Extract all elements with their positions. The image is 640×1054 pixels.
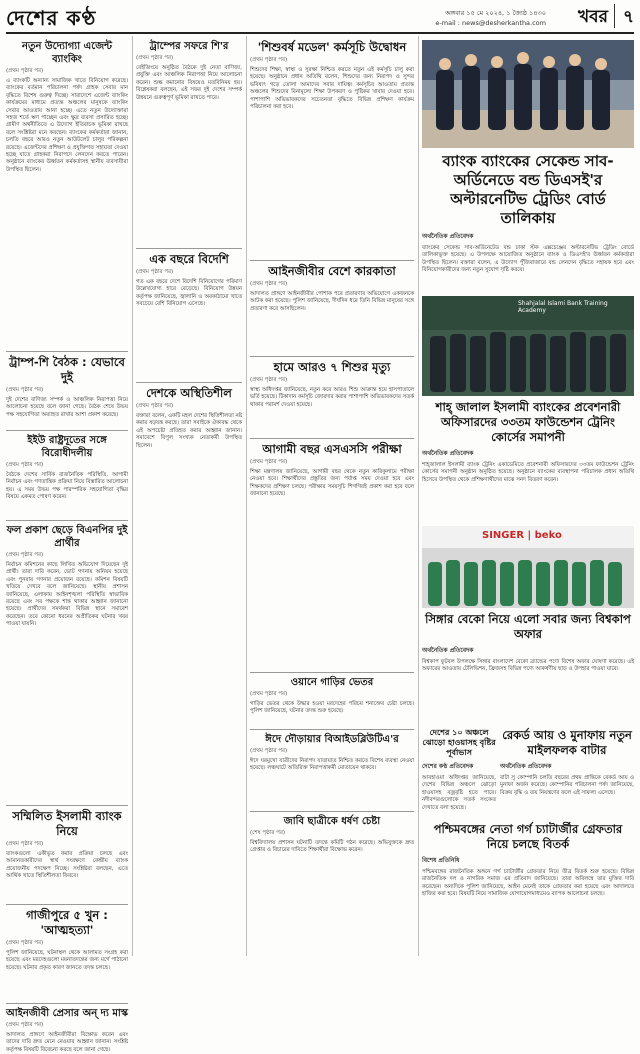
column-2 bbox=[136, 40, 242, 958]
article-byline: (প্রথম পৃষ্ঠার পর) bbox=[250, 377, 288, 383]
article-body: শাহ্‌জালাল ইসলামী ব্যাংক ট্রেনিং একাডেমিতে প্রবেশনারী অফিসারদের ৩৩তম ফাউন্ডেশন ট্রেনিং কোর্সের সমাপনী অনুষ্ঠান অনুষ্ঠিত হয়েছে। অনুষ্ঠানে ব্যাংকের ব্যবস্থাপনা পরিচালক প্রধান অতিথি হিসেবে উপস্থিত থেকে প্রশিক্ষণার্থীদের মাঝে সনদ বিতরণ করেন। bbox=[422, 462, 634, 483]
article-byline: (শেষ পৃষ্ঠার পর) bbox=[250, 830, 286, 836]
column-divider bbox=[246, 36, 247, 956]
article-headline[interactable]: জাবি ছাত্রীকে ধর্ষণ চেষ্টা bbox=[283, 816, 381, 827]
page-number: ৭ bbox=[614, 4, 634, 28]
article-body: স্বাস্থ্য অধিদপ্তর জানিয়েছে, নতুন করে আরও শিশু আক্রান্ত হয়ে হাসপাতালে ভর্তি হয়েছে। টিকাদান কর্মসূচি জোরদার করার পাশাপাশি অভিভাবকদের সতর্ক থাকার পরামর্শ দেওয়া হয়েছে। bbox=[250, 387, 414, 408]
article-byline: (প্রথম পৃষ্ঠার পর) bbox=[136, 55, 174, 61]
article-headline[interactable]: নতুন উদ্যোগ্যা এজেন্ট ব্যাংকিং bbox=[21, 41, 113, 65]
article-byline: (প্রথম পৃষ্ঠার পর) bbox=[6, 552, 44, 558]
divider bbox=[6, 520, 128, 521]
article-body: পুলিশ জানিয়েছে, ঘটনাস্থল থেকে আলামত সংগ্রহ করা হয়েছে এবং মরদেহগুলো ময়নাতদন্তের জন্য মর্গে পাঠানো হয়েছে। ঘটনার প্রকৃত কারণ জানতে তদন্ত চলছে। bbox=[6, 950, 128, 971]
date-and-email bbox=[435, 8, 546, 28]
article-byline: (প্রথম পৃষ্ঠার পর) bbox=[250, 281, 288, 287]
right-article-6 bbox=[422, 822, 634, 958]
article-headline[interactable]: ফল প্রকাশ ছেড়ে বিএনপির দুই প্রার্থীর bbox=[6, 525, 128, 549]
masthead bbox=[6, 4, 634, 34]
divider bbox=[6, 430, 128, 431]
article-body: ব্যাংকের সেকেন্ড সাব-অর্ডিনেটেড বন্ড ঢাকা স্টক এক্সচেঞ্জের অল্টারনেটিভ ট্রেডিং বোর্ডে তালিকাভুক্ত হয়েছে। এ উপলক্ষে আয়োজিত অনুষ্ঠানে ব্যাংক ও ডিএসই'র ঊর্ধ্বতন কর্মকর্তারা উপস্থিত ছিলেন। বক্তারা বলেন, এ উদ্যোগ পুঁজিবাজারে বন্ড লেনদেন বৃদ্ধিতে সহায়ক হবে এবং বিনিয়োগকারীদের জন্য নতুন সুযোগ সৃষ্টি করবে। bbox=[422, 245, 634, 274]
article-headline[interactable]: ওয়ানে গাড়ির ভেতর bbox=[290, 677, 374, 688]
section-name: খবর bbox=[578, 7, 608, 27]
article-headline[interactable]: সম্মিলিত ইসলামী ব্যাংক নিয়ে bbox=[12, 809, 122, 838]
divider bbox=[250, 811, 414, 812]
column-divider bbox=[418, 36, 419, 956]
divider bbox=[250, 438, 414, 439]
column-3 bbox=[250, 40, 414, 958]
email-line[interactable]: e-mail : news@desherkantha.com bbox=[435, 19, 546, 27]
article-credit: দেশের কণ্ঠ প্রতিবেদক bbox=[422, 763, 474, 770]
article-byline: (প্রথম পৃষ্ঠার পর) bbox=[6, 68, 44, 74]
article-byline: (প্রথম পৃষ্ঠার পর) bbox=[6, 387, 44, 393]
article-byline: (প্রথম পৃষ্ঠার পর) bbox=[136, 403, 174, 409]
article-body: বেইজিংয়ে অনুষ্ঠিত বৈঠকে দুই নেতা বাণিজ্য, প্রযুক্তি এবং আঞ্চলিক নিরাপত্তা নিয়ে আলোচনা করেন। শুল্ক কমানোর বিষয়েও মতবিনিময় হয়। বিশ্লেষকরা বলছেন, এই সফর দুই দেশের সম্পর্ক উন্নয়নে গুরুত্বপূর্ণ ভূমিকা রাখতে পারে। bbox=[136, 65, 242, 101]
article-headline[interactable]: রেকর্ড আয় ও মুনাফায় নতুন মাইলফলক বাটার bbox=[502, 728, 632, 757]
article-body: আদালত প্রাঙ্গণে আইনজীবীর পোশাক পরে প্রতারণার অভিযোগে একজনকে আটক করা হয়েছে। পুলিশ জানিয়েছে, দীর্ঘদিন ধরে তিনি বিভিন্ন মানুষের সঙ্গে প্রতারণা করে আসছিলেন। bbox=[250, 291, 414, 312]
bank-logo: Shahjalal Islami Bank Training Academy bbox=[518, 300, 608, 314]
singer-beko-photo bbox=[422, 526, 634, 608]
right-article-3 bbox=[422, 612, 634, 724]
article-body: আবহাওয়া অধিদপ্তর জানিয়েছে, দেশের বিভিন্ন অঞ্চলে ঝোড়ো হাওয়াসহ বজ্রবৃষ্টি হতে পারে। নদীবন্দরগুলোকে সতর্ক সংকেত দেখাতে বলা হয়েছে। bbox=[422, 775, 496, 811]
article-headline[interactable]: ঈদে দৌড়ায়ার বিআইডব্লিউটিএ'র bbox=[265, 734, 399, 745]
divider bbox=[6, 351, 128, 352]
article-body: ব্যাংকগুলো একীভূত করার প্রক্রিয়া চলছে এবং আমানতকারীদের স্বার্থ সংরক্ষণে কেন্দ্রীয় ব্যাংক প্রয়োজনীয় পদক্ষেপ নিচ্ছে। সংশ্লিষ্টরা বলছেন, এতে আর্থিক খাতে স্থিতিশীলতা ফিরবে। bbox=[6, 851, 128, 880]
article-headline[interactable]: আইনজীবীর বেশে কারকাতা bbox=[268, 264, 396, 278]
divider bbox=[136, 248, 242, 249]
right-article-2 bbox=[422, 400, 634, 522]
article-credit: অর্থনৈতিক প্রতিবেদক bbox=[422, 647, 474, 654]
article-byline: (প্রথম পৃষ্ঠার পর) bbox=[250, 57, 288, 63]
article-body: গাড়ির ভেতর থেকে উদ্ধার হওয়া মরদেহের পরিচয় শনাক্তের চেষ্টা চলছে। পুলিশ জানিয়েছে, ঘটনার তদন্ত শুরু হয়েছে। bbox=[250, 701, 414, 715]
article-credit: অর্থনৈতিক প্রতিবেদক bbox=[422, 233, 474, 240]
divider bbox=[6, 1003, 128, 1004]
article-headline[interactable]: ইইউ রাষ্ট্রদূতের সঙ্গে বিরোধীদলীয় bbox=[27, 435, 107, 459]
singer-beko-sign: SINGER | beko bbox=[482, 530, 562, 541]
column-1 bbox=[6, 40, 128, 1053]
article-headline[interactable]: ট্রাম্পের সফরে শি'র bbox=[149, 41, 229, 52]
article-headline[interactable]: 'শিশুবর্ষ মডেল' কর্মসূচি উদ্বোধন bbox=[257, 40, 407, 54]
article-body: পশ্চিমবঙ্গের রাজনৈতিক অঙ্গনে গর্গ চ্যাটার্জীর গ্রেফতার নিয়ে তীব্র বিতর্ক শুরু হয়েছে। বিভিন্ন রাজনৈতিক দল ও নাগরিক সমাজ এর প্রতিবাদ জানিয়েছে। তারা অবিলম্বে তার মুক্তির দাবি করেছেন। অন্যদিকে পুলিশ জানিয়েছে, আইন মেনেই তাকে গ্রেফতার করা হয়েছে এবং আদালতে হাজির করা হবে। বিষয়টি নিয়ে সামাজিক যোগাযোগমাধ্যমেও ব্যাপক আলোচনা চলছে। bbox=[422, 869, 634, 898]
article-headline[interactable]: ব্যাংক ব্যাংকের সেকেন্ড সাব-অর্ডিনেডে বন্ড ডিএসই'র অল্টারনেটিভ ট্রেডিং বোর্ড তালিকায় bbox=[442, 152, 614, 227]
article-body: দুই দেশের বাণিজ্য সম্পর্ক ও আঞ্চলিক নিরাপত্তা নিয়ে আলোচনা হয়েছে বলে জানা গেছে। বৈঠক শেষে উভয় পক্ষ সহযোগিতা অব্যাহত রাখার আশা প্রকাশ করেছে। bbox=[6, 397, 128, 418]
article-byline: (প্রথম পৃষ্ঠার পর) bbox=[136, 269, 174, 275]
divider bbox=[250, 672, 414, 673]
article-byline: (প্রথম পৃষ্ঠার পর) bbox=[6, 940, 44, 946]
article-byline: (প্রথম পৃষ্ঠার পর) bbox=[250, 691, 288, 697]
training-academy-photo bbox=[422, 296, 634, 396]
date-line: অঙ্গবার ১৫ মে ২০২৪, ১ জ্যৈষ্ঠ ১৪৩০ bbox=[445, 9, 546, 17]
divider bbox=[136, 382, 242, 383]
divider bbox=[250, 260, 414, 261]
article-headline[interactable]: আগামী বছর এসএসসি পরীক্ষা bbox=[262, 442, 402, 456]
article-byline: (প্রথম পৃষ্ঠার পর) bbox=[6, 1022, 44, 1028]
article-credit: অর্থনৈতিক প্রতিবেদক bbox=[500, 763, 552, 770]
article-body: বৈঠকে দেশের সার্বিক রাজনৈতিক পরিস্থিতি, আগামী নির্বাচন এবং গণতান্ত্রিক প্রক্রিয়া নিয়ে বিস্তারিত আলোচনা হয়। এ সময় উভয় পক্ষ পারস্পরিক সহযোগিতা বৃদ্ধির বিষয়ে একমত পোষণ করেন। bbox=[6, 472, 128, 501]
article-headline[interactable]: হামে আরও ৭ শিশুর মৃত্যু bbox=[273, 360, 391, 374]
article-body: বিশ্ববিদ্যালয় প্রশাসন ঘটনাটি তদন্তে কমিটি গঠন করেছে। অভিযুক্তকে দ্রুত গ্রেপ্তার ও বিচারের দাবিতে শিক্ষার্থীরা বিক্ষোভ করেন। bbox=[250, 840, 414, 854]
article-byline: (প্রথম পৃষ্ঠার পর) bbox=[250, 459, 288, 465]
article-credit: বিশেষ প্রতিনিধি bbox=[422, 857, 460, 864]
article-credit: অর্থনৈতিক প্রতিবেদক bbox=[422, 450, 474, 457]
newspaper-logo[interactable]: দেশের কণ্ঠ bbox=[6, 6, 97, 30]
article-body: এ ব্যাংকটি অন্যান্য সামাজিক খাতে বিনিয়োগ করেছে। ব্যাংকের বর্তমান পরিচালনা পর্ষদ গ্রাহক সেবার মান বৃদ্ধিতে বিশেষ গুরুত্ব দিচ্ছে। সারাদেশে এজেন্ট ব্যাংকিং কার্যক্রমের মাধ্যমে প্রত্যন্ত অঞ্চলের মানুষকে ব্যাংকিং সেবার আওতায় আনা হচ্ছে। এতে নতুন উদ্যোক্তারা সহজ শর্তে ঋণ পাচ্ছেন এবং ক্ষুদ্র ব্যবসা প্রসারিত হচ্ছে। গ্রামীণ অর্থনীতিতে এ উদ্যোগ ইতিবাচক ভূমিকা রাখছে বলে সংশ্লিষ্টরা মনে করছেন। ব্যাংকের কর্মকর্তারা জানান, চলতি বছরে আরও নতুন আউটলেট চালুর পরিকল্পনা রয়েছে। এজেন্টদের প্রশিক্ষণ ও প্রযুক্তিগত সহায়তা দেওয়া হচ্ছে যাতে গ্রাহকরা নিরাপদে লেনদেন করতে পারেন। অনুষ্ঠানে ব্যাংকের ঊর্ধ্বতন কর্মকর্তাসহ স্থানীয় ব্যবসায়ীরা উপস্থিত ছিলেন। bbox=[6, 78, 128, 173]
article-body: বাটা সু কোম্পানি চলতি বছরের প্রথম প্রান্তিকে রেকর্ড আয় ও মুনাফা অর্জন করেছে। কোম্পানির পরিচালনা পর্ষদ জানিয়েছে, বিক্রয় বৃদ্ধি ও ব্যয় নিয়ন্ত্রণের ফলে এই সাফল্য এসেছে। bbox=[500, 775, 634, 796]
article-headline[interactable]: ট্রাম্প-শি বৈঠক : যেভাবে দুই bbox=[9, 355, 125, 384]
right-article-4 bbox=[422, 728, 496, 818]
article-headline[interactable]: গাজীপুরে ৫ খুন : 'আত্মহত্যা' bbox=[26, 908, 108, 937]
right-article-5 bbox=[500, 728, 634, 818]
right-article-1 bbox=[422, 152, 634, 292]
article-body: আদালত প্রাঙ্গণে আইনজীবীরা বিক্ষোভ করেন এবং তাদের দাবি দ্রুত মেনে নেওয়ার আহ্বান জানান। সংশ্লিষ্ট কর্তৃপক্ষ বিষয়টি বিবেচনা করছে বলে জানা গেছে। bbox=[6, 1032, 128, 1053]
divider bbox=[6, 904, 128, 905]
article-body: নির্বাচন কমিশনের কাছে লিখিত অভিযোগ দিয়েছেন দুই প্রার্থী। তারা দাবি করেন, ভোট গণনায় অনিয়ম হয়েছে এবং পুনরায় গণনার প্রয়োজন রয়েছে। কমিশন বিষয়টি খতিয়ে দেখবে বলে জানিয়েছে। স্থানীয় প্রশাসন জানিয়েছে, এলাকায় আইনশৃঙ্খলা পরিস্থিতি স্বাভাবিক রয়েছে এবং সব পক্ষকে শান্ত থাকার আহ্বান জানানো হয়েছে। প্রার্থীদের সমর্থকরা বিভিন্ন স্থানে সমাবেশ করেছেন। তবে কোনো ধরনের অপ্রীতিকর ঘটনার খবর পাওয়া যায়নি। bbox=[6, 562, 128, 628]
article-headline[interactable]: শাহ্‌ জালাল ইসলামী ব্যাংকের প্রবেশনারী অফিসারদের ৩৩তম ফাউন্ডেশন ট্রেনিং কোর্সের সমাপনী bbox=[435, 400, 621, 444]
article-headline[interactable]: দেশকে অস্থিতিশীল bbox=[146, 386, 232, 400]
article-body: বিশ্বকাপ ফুটবল উপলক্ষে সিঙ্গার বাংলাদেশ বেকো ব্র্যান্ডের পণ্যে বিশেষ অফার ঘোষণা করেছে। এই অফারের আওতায় টেলিভিশন, ফ্রিজসহ বিভিন্ন পণ্যে আকর্ষণীয় ছাড় ও উপহার পাওয়া যাবে। bbox=[422, 659, 634, 673]
article-headline[interactable]: পশ্চিমবঙ্গের নেতা গর্গ চ্যাটার্জীর গ্রেফতার নিয়ে চলছে বিতর্ক bbox=[433, 822, 623, 851]
article-byline: (প্রথম পৃষ্ঠার পর) bbox=[6, 462, 44, 468]
article-headline[interactable]: এক বছরে বিদেশি bbox=[149, 252, 229, 266]
article-body: শিশুদের শিক্ষা, স্বাস্থ্য ও সুরক্ষা নিশ্চিত করতে নতুন এই কর্মসূচি চালু করা হয়েছে। অনুষ্ঠানে প্রধান অতিথি বলেন, শিশুদের জন্য নিরাপদ ও সুন্দর ভবিষ্যৎ গড়ে তোলা আমাদের সবার দায়িত্ব। কর্মসূচির আওতায় প্রত্যন্ত অঞ্চলের শিশুদের বিনামূল্যে শিক্ষা উপকরণ ও পুষ্টিকর খাবার দেওয়া হবে। পাশাপাশি অভিভাবকদের সচেতনতা বৃদ্ধিতে বিভিন্ন প্রশিক্ষণ কার্যক্রম পরিচালনা করা হবে। bbox=[250, 67, 414, 111]
column-divider bbox=[132, 36, 133, 956]
article-byline: (প্রথম পৃষ্ঠার পর) bbox=[250, 748, 288, 754]
divider bbox=[6, 805, 128, 806]
article-headline[interactable]: সিঙ্গার বেকো নিয়ে এলো সবার জন্য বিশ্বকাপ অফার bbox=[425, 612, 631, 641]
article-body: শিক্ষা মন্ত্রণালয় জানিয়েছে, আগামী বছর থেকে নতুন কারিকুলামে পরীক্ষা নেওয়া হবে। শিক্ষার্থীদের প্রস্তুতির জন্য পর্যাপ্ত সময় দেওয়া হবে এবং শিক্ষকদের প্রশিক্ষণ চলছে। পরীক্ষার সময়সূচি শিগগিরই প্রকাশ করা হবে বলে জানানো হয়েছে। bbox=[250, 469, 414, 498]
divider bbox=[250, 729, 414, 730]
article-body: বক্তারা বলেন, একটি মহল দেশের স্থিতিশীলতা নষ্ট করার ষড়যন্ত্র করছে। তারা সবাইকে ঐক্যবদ্ধ থেকে এই অপচেষ্টা প্রতিহত করার আহ্বান জানান। সমাবেশে বিপুল সংখ্যক নেতাকর্মী উপস্থিত ছিলেন। bbox=[136, 413, 242, 449]
divider bbox=[250, 356, 414, 357]
article-headline[interactable]: দেশের ১০ অঞ্চলে ঝোড়ো হাওয়াসহ বৃষ্টির পূর্বাভাস bbox=[422, 728, 496, 757]
article-body: ঈদে ঘরমুখো যাত্রীদের নিরাপদ যাতায়াত নিশ্চিত করতে বিশেষ ব্যবস্থা নেওয়া হয়েছে। লঞ্চঘাটে অতিরিক্ত নিরাপত্তাকর্মী মোতায়েন থাকবে। bbox=[250, 758, 414, 772]
article-byline: (প্রথম পৃষ্ঠার পর) bbox=[6, 841, 44, 847]
article-headline[interactable]: আইনজীবী প্রেসার অন্ দ্য মাস্ক bbox=[6, 1008, 128, 1019]
article-body: গত এক বছরে দেশে বিদেশি বিনিয়োগের পরিমাণ উল্লেখযোগ্য হারে বেড়েছে। বিনিয়োগ উন্নয়ন কর্তৃপক্ষ জানিয়েছে, জ্বালানি ও অবকাঠামো খাতে সবচেয়ে বেশি বিনিয়োগ এসেছে। bbox=[136, 279, 242, 308]
bank-event-photo bbox=[422, 40, 634, 148]
